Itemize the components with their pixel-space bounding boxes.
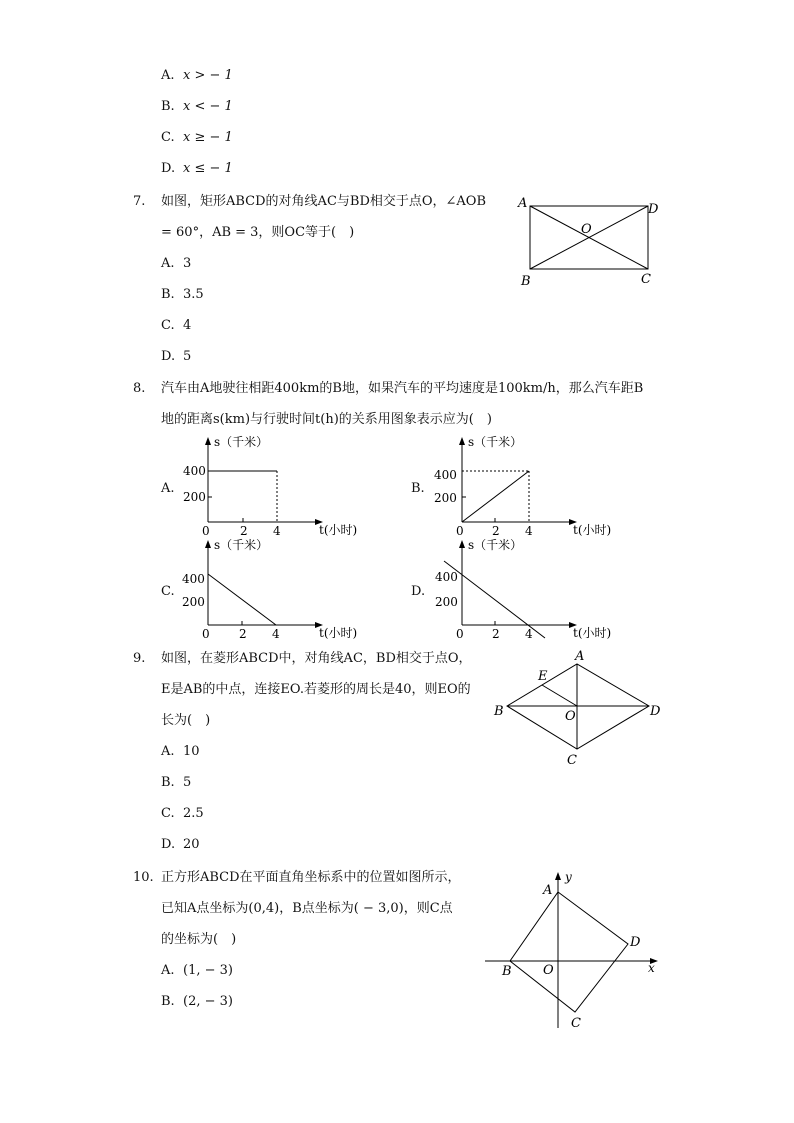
label-e: E — [538, 669, 548, 684]
option-text: 5 — [183, 349, 192, 364]
label-o: O — [581, 222, 592, 237]
y-axis-label: s（千米） — [214, 435, 269, 449]
tick-label-4: 4 — [525, 627, 533, 641]
q6-option-b — [161, 98, 233, 116]
y-arrow-icon — [459, 540, 465, 548]
option-label: A. — [161, 744, 175, 759]
q8-graph-c — [178, 537, 378, 641]
q8-graph-b — [432, 434, 632, 538]
q8-option-d-label: D. — [411, 584, 426, 599]
question-7-stem-line1: 如图，矩形ABCD的对角线AC与BD相交于点O，∠AOB — [161, 194, 487, 209]
tick-label-2: 2 — [492, 524, 500, 538]
option-text: 3.5 — [183, 287, 204, 302]
question-9-stem-line3: 长为( ) — [161, 713, 211, 728]
q6-option-a — [161, 67, 233, 85]
graph-line — [208, 574, 276, 625]
label-o: O — [543, 963, 554, 978]
option-label: B. — [161, 99, 175, 114]
option-label: D. — [161, 349, 176, 364]
label-d: D — [648, 202, 659, 217]
tick-label-4: 4 — [525, 524, 533, 538]
question-8-number: 8. — [133, 381, 146, 396]
option-text: 10 — [183, 744, 200, 759]
q6-option-c — [161, 129, 233, 147]
origin-label: 0 — [456, 524, 464, 538]
option-text: x > − 1 — [183, 68, 233, 83]
q7-option-d — [161, 348, 191, 366]
q10-coordinate-figure — [480, 868, 670, 1033]
x-axis-label: t(小时) — [319, 626, 358, 640]
q9-option-d — [161, 836, 200, 854]
tick-label-400: 400 — [183, 464, 206, 478]
option-text: x < − 1 — [183, 99, 233, 114]
q8-graph-a — [178, 434, 378, 538]
graph-line — [462, 471, 529, 522]
option-label: A. — [161, 256, 175, 271]
question-9-number: 9. — [133, 651, 146, 666]
y-arrow-icon — [205, 540, 211, 548]
option-label: C. — [161, 806, 175, 821]
q6-option-d — [161, 160, 233, 178]
label-x: x — [648, 961, 655, 975]
q7-rectangle-figure — [510, 192, 670, 292]
segment-eo — [542, 685, 577, 706]
tick-label-200: 200 — [435, 595, 458, 609]
origin-label: 0 — [202, 627, 210, 641]
question-10-stem-line3: 的坐标为( ) — [161, 932, 237, 947]
option-label: C. — [161, 130, 175, 145]
label-d: D — [630, 935, 641, 950]
question-10-stem-line1: 正方形ABCD在平面直角坐标系中的位置如图所示， — [161, 870, 461, 885]
option-label: B. — [161, 287, 175, 302]
question-9-stem-line2: E是AB的中点，连接EO.若菱形的周长是40，则EO的 — [161, 682, 471, 697]
tick-label-4: 4 — [272, 627, 280, 641]
tick-label-2: 2 — [239, 627, 247, 641]
tick-label-2: 2 — [240, 524, 248, 538]
x-axis-label: t(小时) — [319, 523, 358, 537]
label-c: C — [571, 1016, 581, 1031]
option-text: 4 — [183, 318, 192, 333]
option-label: B. — [161, 994, 175, 1009]
label-a: A — [543, 883, 553, 898]
y-axis-label: s（千米） — [468, 538, 523, 552]
option-label: A. — [161, 68, 175, 83]
tick-label-400: 400 — [182, 572, 205, 586]
q7-option-b — [161, 286, 204, 304]
q9-rhombus-figure — [490, 645, 670, 770]
option-label: B. — [161, 775, 175, 790]
q8-option-c-label: C. — [161, 584, 175, 599]
option-text: 5 — [183, 775, 192, 790]
y-axis-label: s（千米） — [468, 435, 523, 449]
label-y: y — [565, 870, 572, 884]
tick-label-200: 200 — [434, 491, 457, 505]
question-10-number: 10. — [133, 870, 154, 885]
label-o: O — [565, 709, 576, 724]
origin-label: 0 — [202, 524, 210, 538]
q10-option-a — [161, 962, 233, 980]
q9-option-b — [161, 774, 191, 792]
label-a: A — [575, 649, 585, 664]
question-7-number: 7. — [133, 194, 146, 209]
option-text: 2.5 — [183, 806, 204, 821]
square-abcd — [510, 892, 628, 1012]
tick-label-200: 200 — [182, 595, 205, 609]
question-8-stem-line1: 汽车由A地驶往相距400km的B地，如果汽车的平均速度是100km/h，那么汽车距B — [161, 381, 644, 396]
option-label: D. — [161, 161, 176, 176]
label-d: D — [650, 704, 661, 719]
option-label: A. — [161, 963, 175, 978]
y-axis-label: s（千米） — [214, 538, 269, 552]
question-9-stem-line1: 如图，在菱形ABCD中，对角线AC，BD相交于点O， — [161, 651, 472, 666]
option-label: C. — [161, 318, 175, 333]
option-text: 20 — [183, 837, 200, 852]
label-a: A — [518, 196, 528, 211]
label-c: C — [567, 753, 577, 768]
origin-label: 0 — [456, 627, 464, 641]
x-axis-label: t(小时) — [573, 626, 612, 640]
label-b: B — [521, 274, 531, 289]
option-text: (2, − 3) — [183, 994, 233, 1009]
label-b: B — [502, 964, 512, 979]
option-text: x ≤ − 1 — [183, 161, 233, 176]
q8-option-a-label: A. — [161, 481, 175, 496]
label-c: C — [641, 272, 651, 287]
q9-option-a — [161, 743, 200, 761]
question-10-stem-line2: 已知A点坐标为(0,4)，B点坐标为( − 3,0)，则C点 — [161, 901, 453, 916]
tick-label-2: 2 — [492, 627, 500, 641]
question-7-stem-line2: = 60°，AB = 3，则OC等于( ) — [161, 225, 355, 240]
option-text: x ≥ − 1 — [183, 130, 233, 145]
option-text: 3 — [183, 256, 192, 271]
y-arrow-icon — [205, 437, 211, 445]
tick-label-200: 200 — [183, 490, 206, 504]
tick-label-400: 400 — [434, 468, 457, 482]
option-text: (1, − 3) — [183, 963, 233, 978]
option-label: D. — [161, 837, 176, 852]
y-arrow-icon — [555, 872, 561, 880]
question-8-stem-line2: 地的距离s(km)与行驶时间t(h)的关系用图象表示应为( ) — [161, 412, 492, 427]
x-axis-label: t(小时) — [573, 523, 612, 537]
q10-option-b — [161, 993, 233, 1011]
q7-option-c — [161, 317, 191, 335]
y-arrow-icon — [459, 437, 465, 445]
q8-option-b-label: B. — [411, 481, 425, 496]
tick-label-4: 4 — [273, 524, 281, 538]
q8-graph-d — [432, 537, 632, 641]
q9-option-c — [161, 805, 204, 823]
label-b: B — [494, 704, 504, 719]
q7-option-a — [161, 255, 191, 273]
tick-label-400: 400 — [435, 570, 458, 584]
